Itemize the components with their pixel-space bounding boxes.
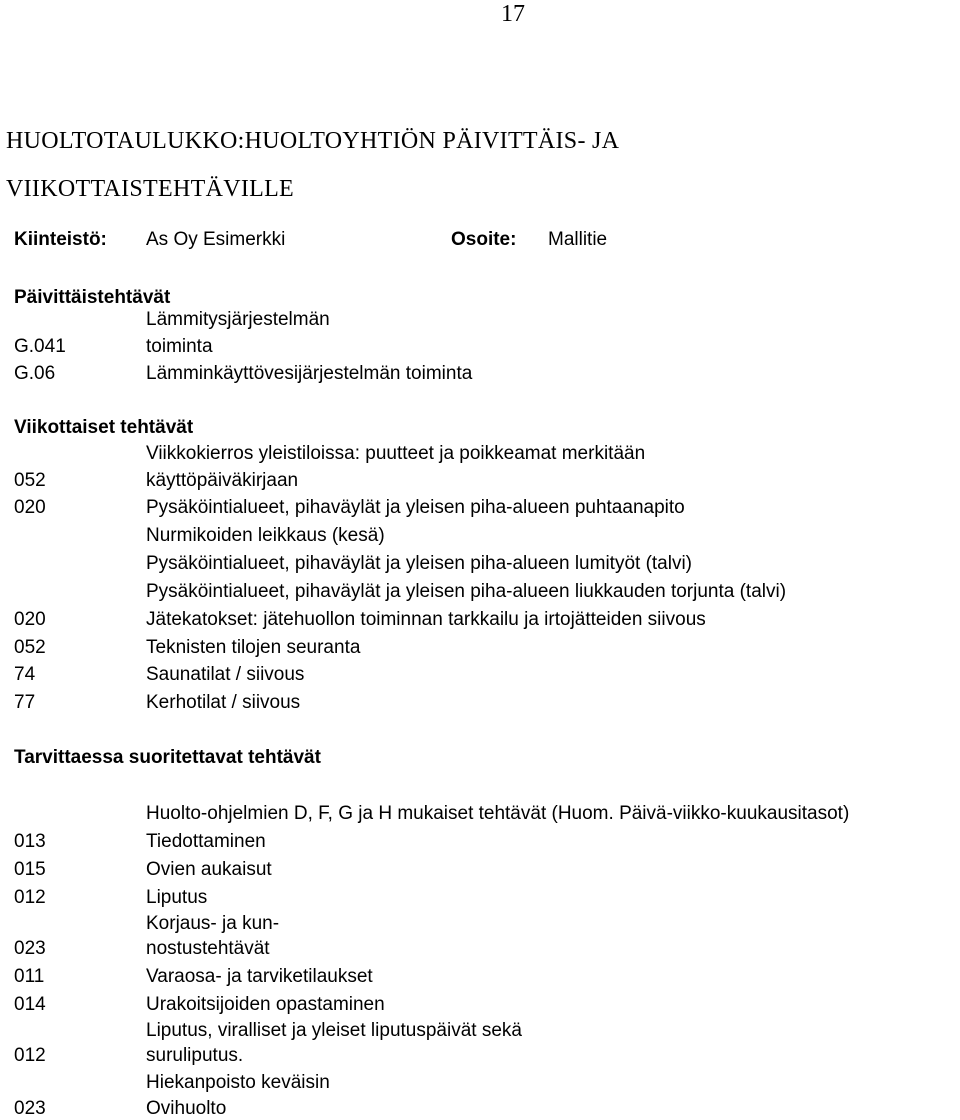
address-label: Osoite: bbox=[451, 229, 517, 250]
task-description: Pysäköintialueet, pihaväylät ja yleisen piha-alueen lumityöt (talvi) bbox=[146, 553, 693, 574]
task-code: 013 bbox=[14, 831, 46, 852]
property-value: As Oy Esimerkki bbox=[146, 229, 286, 250]
task-code: 020 bbox=[14, 497, 46, 518]
address-value: Mallitie bbox=[548, 229, 608, 250]
task-code: G.06 bbox=[14, 363, 56, 384]
task-description: Viikkokierros yleistiloissa: puutteet ja poikkeamat merkitään bbox=[146, 443, 646, 464]
task-description: Varaosa- ja tarviketilaukset bbox=[146, 966, 373, 987]
task-description: Liputus, viralliset ja yleiset liputuspäivät sekä bbox=[146, 1020, 522, 1041]
task-description: Ovien aukaisut bbox=[146, 859, 272, 880]
daily-tasks-heading: Päivittäistehtävät bbox=[14, 287, 171, 308]
task-code: 052 bbox=[14, 470, 46, 491]
task-description: Nurmikoiden leikkaus (kesä) bbox=[146, 525, 385, 546]
task-code: 015 bbox=[14, 859, 46, 880]
weekly-tasks-heading: Viikottaiset tehtävät bbox=[14, 417, 194, 438]
task-code: 77 bbox=[14, 692, 36, 713]
task-code: 012 bbox=[14, 887, 46, 908]
task-code: 023 bbox=[14, 938, 46, 959]
task-description: Tiedottaminen bbox=[146, 831, 266, 852]
task-description: suruliputus. bbox=[146, 1045, 244, 1066]
task-description: toiminta bbox=[146, 336, 213, 357]
task-code: 012 bbox=[14, 1045, 46, 1066]
task-description: Kerhotilat / siivous bbox=[146, 692, 301, 713]
task-description: Liputus bbox=[146, 887, 208, 908]
task-code: 74 bbox=[14, 664, 36, 685]
task-description: Hiekanpoisto keväisin bbox=[146, 1072, 330, 1093]
task-description: Jätekatokset: jätehuollon toiminnan tarkkailu ja irtojätteiden siivous bbox=[146, 609, 706, 630]
page-number: 17 bbox=[501, 1, 525, 27]
task-code: 011 bbox=[14, 966, 45, 987]
task-description: Saunatilat / siivous bbox=[146, 664, 305, 685]
task-code: 020 bbox=[14, 609, 46, 630]
document-title-line-2: VIIKOTTAISTEHTÄVILLE bbox=[6, 176, 294, 202]
document-title-line-1: HUOLTOTAULUKKO:HUOLTOYHTIÖN PÄIVITTÄIS- JA bbox=[6, 128, 620, 154]
task-description: Teknisten tilojen seuranta bbox=[146, 637, 361, 658]
task-description: Huolto-ohjelmien D, F, G ja H mukaiset tehtävät (Huom. Päivä-viikko-kuukausitasot) bbox=[146, 803, 850, 824]
property-label: Kiinteistö: bbox=[14, 229, 107, 250]
task-code: G.041 bbox=[14, 336, 66, 357]
task-code: 014 bbox=[14, 994, 46, 1015]
task-description: nostustehtävät bbox=[146, 938, 270, 959]
as-needed-tasks-heading: Tarvittaessa suoritettavat tehtävät bbox=[14, 747, 321, 768]
task-description: Korjaus- ja kun- bbox=[146, 913, 280, 934]
task-code: 023 bbox=[14, 1098, 46, 1119]
task-description: Lämminkäyttövesijärjestelmän toiminta bbox=[146, 363, 473, 384]
task-description: Pysäköintialueet, pihaväylät ja yleisen piha-alueen puhtaanapito bbox=[146, 497, 685, 518]
task-description: käyttöpäiväkirjaan bbox=[146, 470, 299, 491]
task-description: Urakoitsijoiden opastaminen bbox=[146, 994, 385, 1015]
task-description: Ovihuolto bbox=[146, 1098, 227, 1119]
task-description: Pysäköintialueet, pihaväylät ja yleisen piha-alueen liukkauden torjunta (talvi) bbox=[146, 581, 787, 602]
task-description: Lämmitysjärjestelmän bbox=[146, 309, 330, 330]
task-code: 052 bbox=[14, 637, 46, 658]
